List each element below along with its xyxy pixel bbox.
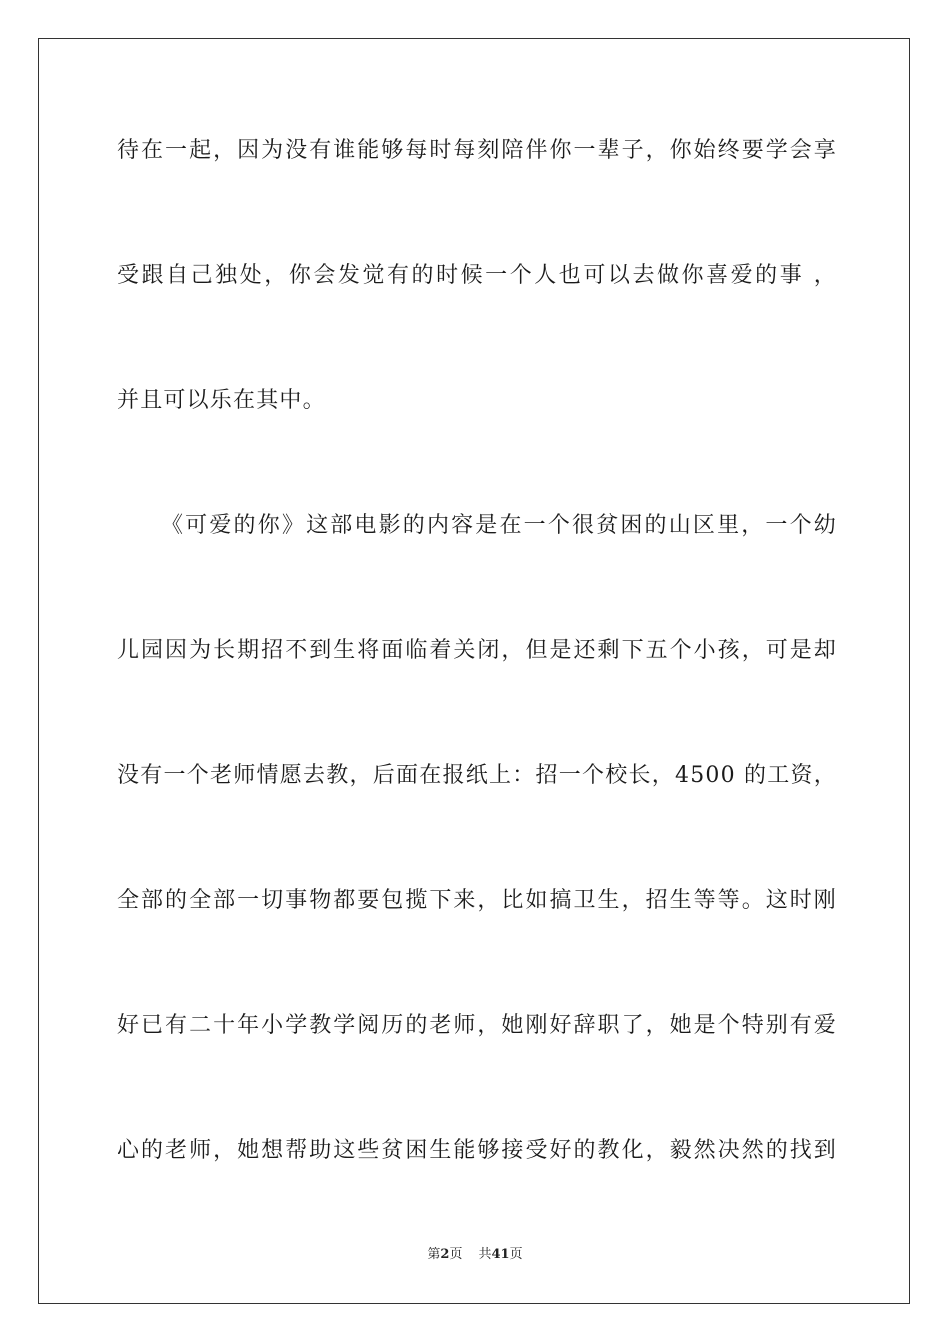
text-line-8: 好已有二十年小学教学阅历的老师，她刚好辞职了，她是个特别有爱 (117, 1013, 837, 1038)
text-line-4-paragraph-start: 《可爱的你》这部电影的内容是在一个很贫困的山区里，一个幼 (161, 513, 837, 538)
footer-total-pages: 41 (491, 1247, 510, 1262)
footer-page-prefix: 第 (427, 1247, 441, 1262)
page-border (38, 38, 910, 1304)
text-line-3: 并且可以乐在其中。 (117, 388, 326, 413)
text-line-5: 儿园因为长期招不到生将面临着关闭，但是还剩下五个小孩，可是却 (117, 638, 837, 663)
footer-total-suffix: 页 (509, 1247, 523, 1262)
text-line-2: 受跟自己独处，你会发觉有的时候一个人也可以去做你喜爱的事 ， (117, 263, 837, 288)
footer-page-number: 2 (440, 1247, 450, 1262)
text-line-9: 心的老师，她想帮助这些贫困生能够接受好的教化，毅然决然的找到 (117, 1138, 837, 1163)
text-line-7: 全部的全部一切事物都要包揽下来，比如搞卫生，招生等等。这时刚 (117, 888, 837, 913)
text-line-6: 没有一个老师情愿去教，后面在报纸上：招一个校长，4500 的工资， (117, 763, 837, 788)
footer-page-suffix: 页 (449, 1247, 463, 1262)
text-line-1: 待在一起，因为没有谁能够每时每刻陪伴你一辈子，你始终要学会享 (117, 138, 837, 163)
footer-total-prefix: 共 (478, 1247, 492, 1262)
page-footer (0, 1246, 950, 1264)
